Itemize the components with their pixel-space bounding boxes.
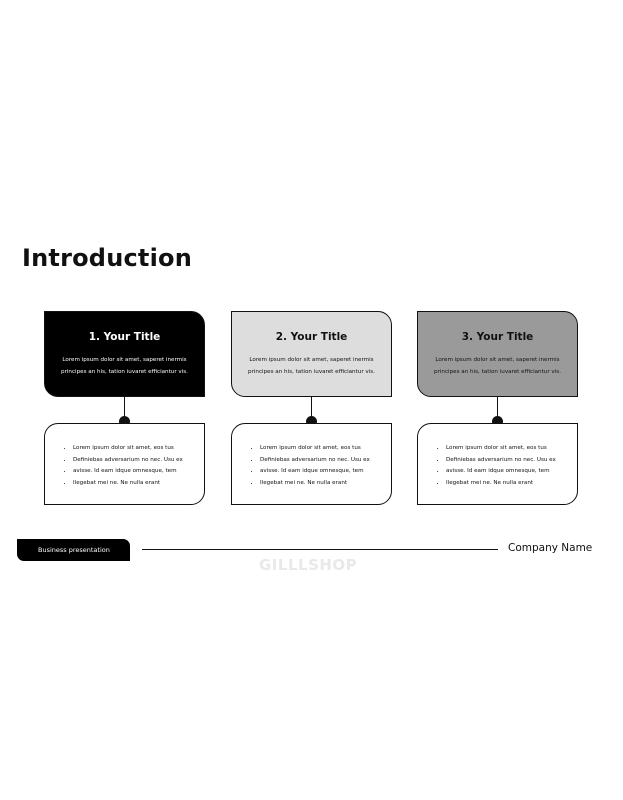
bullet-item: • Lorem ipsum dolor sit amet, eos tus	[260, 443, 391, 455]
card-title-1: 1. Your Title	[88, 331, 161, 343]
title-card-3	[417, 311, 578, 397]
bullet-list-3	[418, 424, 577, 489]
card-body-1: Lorem ipsum dolor sit amet, saperet inermis principes an his, tation iuvaret efficiantur vis.	[61, 357, 188, 375]
bullet-item: • Definiebas adversarium no nec. Usu ex	[73, 455, 204, 467]
footer-divider	[142, 549, 498, 550]
connector-line-2	[311, 397, 312, 417]
bullet-item: • Lorem ipsum dolor sit amet, eos tus	[73, 443, 204, 455]
bullet-item: • avisse. Id eam idque omnesque, tem	[446, 466, 577, 478]
card-title-2: 2. Your Title	[275, 331, 348, 343]
bullet-card-2	[231, 423, 392, 505]
watermark: GILLLSHOP	[259, 556, 358, 574]
bullet-card-1	[44, 423, 205, 505]
column-2	[231, 311, 392, 486]
title-card-2	[231, 311, 392, 397]
page-title: Introduction	[22, 244, 192, 272]
card-title-3: 3. Your Title	[461, 331, 534, 343]
bullet-item: • Ilegebat mei ne. Ne nulla erant	[260, 478, 391, 490]
bullet-item: • Ilegebat mei ne. Ne nulla erant	[446, 478, 577, 490]
column-1	[44, 311, 205, 486]
company-name: Company Name	[508, 542, 593, 554]
bullet-item: • Definiebas adversarium no nec. Usu ex	[260, 455, 391, 467]
bullet-item: • Lorem ipsum dolor sit amet, eos tus	[446, 443, 577, 455]
title-card-1	[44, 311, 205, 397]
connector-line-1	[124, 397, 125, 417]
bullet-item: • avisse. Id eam idque omnesque, tem	[73, 466, 204, 478]
card-body-3: Lorem ipsum dolor sit amet, saperet inermis principes an his, tation iuvaret efficiantur vis.	[434, 357, 561, 375]
bullet-item: • Ilegebat mei ne. Ne nulla erant	[73, 478, 204, 490]
bullet-list-2	[232, 424, 391, 489]
bullet-item: • Definiebas adversarium no nec. Usu ex	[446, 455, 577, 467]
bullet-item: • avisse. Id eam idque omnesque, tem	[260, 466, 391, 478]
bullet-card-3	[417, 423, 578, 505]
column-3	[417, 311, 578, 486]
card-body-2: Lorem ipsum dolor sit amet, saperet inermis principes an his, tation iuvaret efficiantur vis.	[248, 357, 375, 375]
connector-line-3	[497, 397, 498, 417]
business-presentation-badge: Business presentation	[17, 539, 130, 561]
bullet-list-1	[45, 424, 204, 489]
